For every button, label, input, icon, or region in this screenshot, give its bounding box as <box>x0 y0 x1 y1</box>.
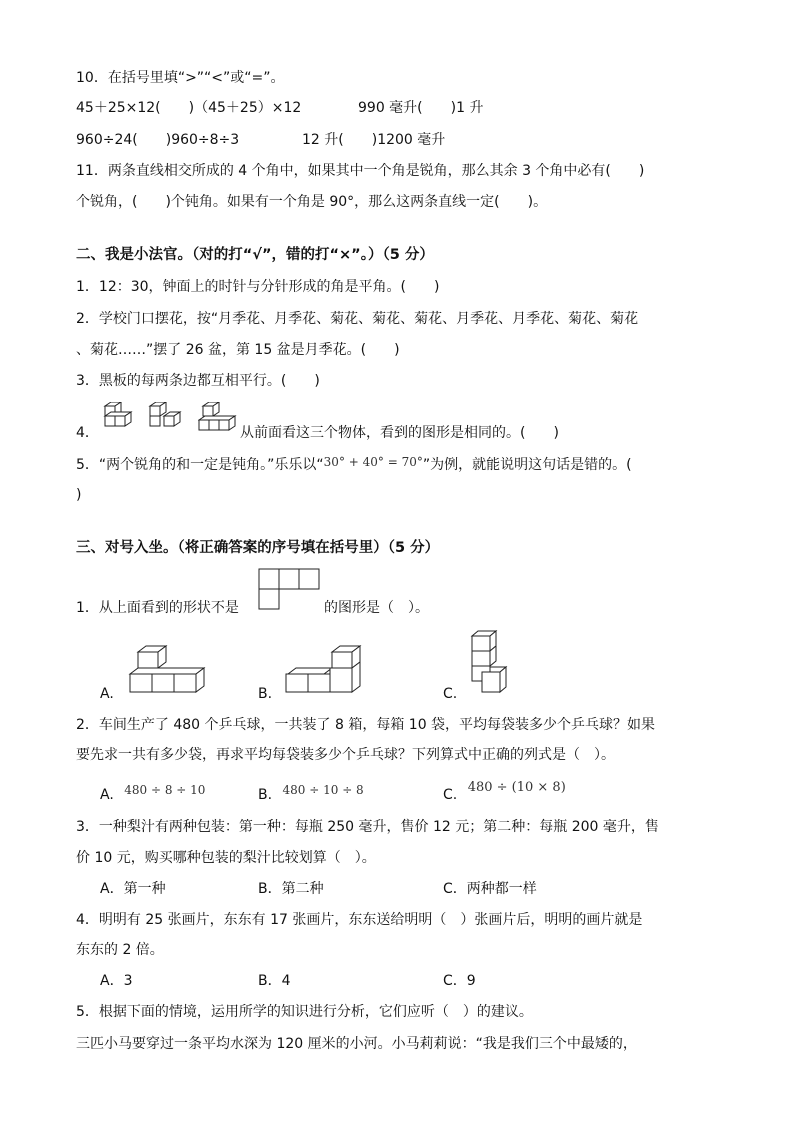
s2-q5-line2: ) <box>76 487 82 503</box>
s2-q4-number: 4． <box>76 425 99 441</box>
s2-q1: 1．12：30，钟面上的时针与分针形成的角是平角。( ) <box>76 279 440 295</box>
s3-q2-option-c <box>443 780 566 806</box>
s3-q1-option-c: C. <box>443 686 458 702</box>
s2-q2-line2: 、菊花……”摆了 26 盆，第 15 盆是月季花。( ) <box>76 342 400 358</box>
s3-q3-line2: 价 10 元，购买哪种包装的梨汁比较划算（ ）。 <box>76 850 376 866</box>
option-a-cubes <box>128 644 210 696</box>
q10-item-a2: 990 毫升( )1 升 <box>358 100 484 116</box>
q11-line1: 11．两条直线相交所成的 4 个角中，如果其中一个角是锐角，那么其余 3 个角中必有( ) <box>76 163 645 179</box>
s3-q5: 5．根据下面的情境，运用所学的知识进行分析，它们应听（ ）的建议。 <box>76 1004 533 1020</box>
q10-item-b2: 12 升( )1200 毫升 <box>302 132 446 148</box>
s2-q3: 3．黑板的每两条边都互相平行。( ) <box>76 373 320 389</box>
section3-title: 三、对号入坐。（将正确答案的序号填在括号里）（5 分） <box>76 540 440 556</box>
s3-q2-option-a <box>100 785 205 805</box>
q10-title: 10．在括号里填“>”“<”或“=”。 <box>76 70 285 86</box>
s3-q2-line1: 2．车间生产了 480 个乒乓球，一共装了 8 箱，每箱 10 袋，平均每袋装多少个乒乓球？如果 <box>76 717 656 733</box>
cube-object-1 <box>102 402 138 438</box>
s3-q2-option-c-formula: 480 ÷ (10 × 8) <box>467 780 566 795</box>
s2-q5-post: ”为例，就能说明这句话是错的。( <box>422 457 632 473</box>
s3-q2-option-b <box>258 785 364 805</box>
s3-q2-option-a-formula: 480 ÷ 8 ÷ 10 <box>124 783 206 797</box>
s3-q4-line1: 4．明明有 25 张画片，东东有 17 张画片，东东送给明明（ ）张画片后，明明的画片就是 <box>76 912 643 928</box>
s3-q3-line1: 3．一种梨汁有两种包装：第一种：每瓶 250 毫升，售价 12 元；第二种：每瓶 200 毫升，售 <box>76 819 659 835</box>
s3-q2-option-c-label: C. <box>443 787 458 803</box>
cube-object-2 <box>147 402 183 438</box>
s3-q1-post: 的图形是（ ）。 <box>324 600 429 616</box>
s3-q5-story: 三匹小马要穿过一条平均水深为 120 厘米的小河。小马莉莉说：“我是我们三个中最矮的， <box>76 1036 637 1052</box>
s3-q1-option-b: B. <box>258 686 273 702</box>
s3-q4-option-a: A．3 <box>100 973 133 989</box>
section2-title: 二、我是小法官。（对的打“√”，错的打“×”。）（5 分） <box>76 247 434 263</box>
s2-q5-formula: 30° + 40° = 70° <box>323 455 423 469</box>
s3-q4-option-c: C．9 <box>443 973 476 989</box>
q10-item-a1: 45＋25×12( )（45＋25）×12 <box>76 100 302 116</box>
s3-q2-option-a-label: A. <box>100 787 114 803</box>
s3-q2-line2: 要先求一共有多少袋，再求平均每袋装多少个乒乓球？下列算式中正确的列式是（ ）。 <box>76 747 615 763</box>
s2-q4-text: 从前面看这三个物体，看到的图形是相同的。( ) <box>240 425 559 441</box>
s3-q3-option-b: B．第二种 <box>258 881 324 897</box>
s3-q2-option-b-label: B. <box>258 787 273 803</box>
s3-q1-option-a: A. <box>100 686 114 702</box>
s3-q1-pre: 1．从上面看到的形状不是 <box>76 600 239 616</box>
q10-item-b1: 960÷24( )960÷8÷3 <box>76 132 240 148</box>
s2-q2-line1: 2．学校门口摆花，按“月季花、月季花、菊花、菊花、菊花、月季花、月季花、菊花、菊花 <box>76 311 639 327</box>
s2-q5-pre: 5．“两个锐角的和一定是钝角。”乐乐以“ <box>76 457 324 473</box>
cube-object-3 <box>198 402 238 438</box>
option-b-cubes <box>284 644 366 698</box>
s2-q5-line1 <box>76 455 632 475</box>
s3-q4-line2: 东东的 2 倍。 <box>76 942 164 958</box>
s3-q3-option-a: A．第一种 <box>100 881 166 897</box>
s3-q2-option-b-formula: 480 ÷ 10 ÷ 8 <box>282 783 364 797</box>
option-c-cubes <box>470 630 510 696</box>
top-view-shape <box>258 568 322 612</box>
q11-line2: 个锐角，( )个钝角。如果有一个角是 90°，那么这两条直线一定( )。 <box>76 194 548 210</box>
s3-q3-option-c: C．两种都一样 <box>443 881 537 897</box>
s3-q4-option-b: B．4 <box>258 973 291 989</box>
